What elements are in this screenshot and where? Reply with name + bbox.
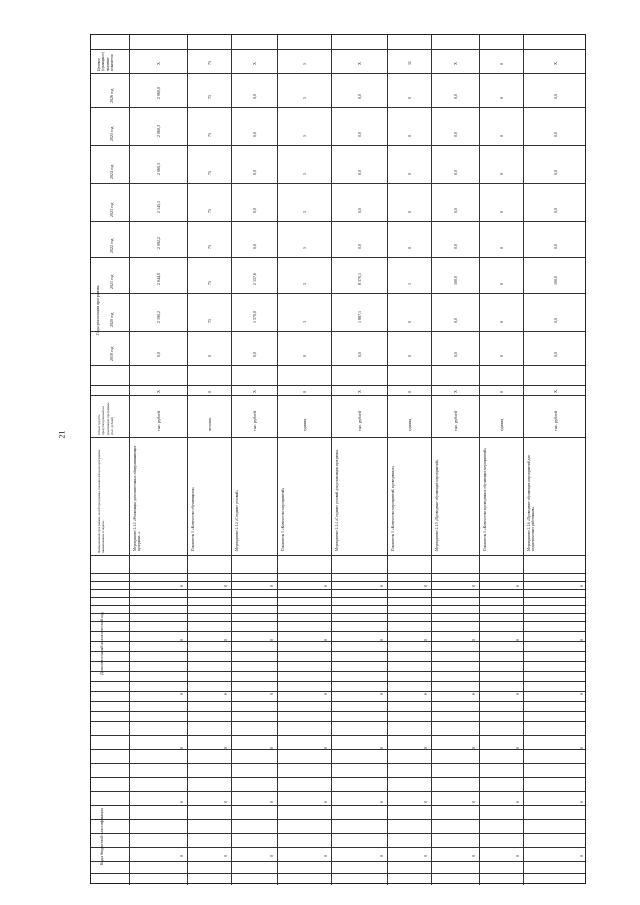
row-code-value: 0 xyxy=(269,747,274,749)
page-number: 21 xyxy=(57,430,67,439)
row-code-value: 0 xyxy=(379,639,384,641)
row-code-value: 0 xyxy=(269,585,274,587)
row-name: Мероприятие 2.1.5 «Проведение обучающих мероприятий» xyxy=(435,459,439,551)
budget-table xyxy=(90,34,586,884)
row-code-value: 0 xyxy=(379,855,384,857)
column-divider xyxy=(91,437,585,438)
row-target-value: X xyxy=(156,62,161,65)
row-total: 0 xyxy=(407,391,412,393)
row-year-value: 0,0 xyxy=(252,244,257,249)
column-divider xyxy=(91,701,585,702)
row-year-value: 0,0 xyxy=(553,94,558,99)
row-year-value: 2 145,1 xyxy=(156,201,161,213)
column-divider xyxy=(91,293,585,294)
row-target-value: X xyxy=(553,62,558,65)
row-code-value: 0 xyxy=(223,585,228,587)
row-year-value: 0,0 xyxy=(453,352,458,357)
row-code-value: 0 xyxy=(579,585,584,587)
column-divider xyxy=(91,735,585,736)
row-name: Мероприятие 2.1.6 «Проведение обучающих мероприятий для педагогических работников» xyxy=(527,455,536,551)
column-divider xyxy=(91,145,585,146)
row-code-value: 0 xyxy=(269,639,274,641)
row-year-value: 100,0 xyxy=(553,276,558,285)
row-year-value: 0,0 xyxy=(453,94,458,99)
row-year-value: 5 xyxy=(302,211,307,213)
row-code-value: 0 xyxy=(515,855,520,857)
row-year-value: 0,0 xyxy=(453,244,458,249)
column-divider xyxy=(91,331,585,332)
row-year-value: 0,0 xyxy=(357,170,362,175)
column-divider xyxy=(91,861,585,862)
row-total: 0 xyxy=(207,391,212,393)
row-year-value: 0,0 xyxy=(357,94,362,99)
total-header: Объем средств, предусмотренный на реализацию программы (тыс. рублей) xyxy=(97,402,115,435)
column-divider xyxy=(91,107,585,108)
column-divider xyxy=(91,613,585,614)
row-unit: тыс. рублей xyxy=(453,411,458,431)
row-total: X xyxy=(553,390,558,393)
row-total: X xyxy=(252,390,257,393)
row-name: Показатель 1 «Количество мероприятий» xyxy=(281,487,285,551)
row-year-value: 8 370,1 xyxy=(357,273,362,285)
row-year-value: 0 xyxy=(499,247,504,249)
year-header: 2025 год xyxy=(109,126,114,141)
row-year-value: 0,0 xyxy=(357,208,362,213)
row-total: 0 xyxy=(499,391,504,393)
column-divider xyxy=(91,873,585,874)
row-target-value: 0 xyxy=(499,63,504,65)
column-divider xyxy=(91,651,585,652)
column-divider xyxy=(91,847,585,848)
column-divider xyxy=(91,631,585,632)
row-code-value: 0 xyxy=(223,639,228,641)
row-code-value: 0 xyxy=(423,801,428,803)
row-code-value: 0 xyxy=(179,801,184,803)
year-header: 2019 год xyxy=(109,346,114,361)
row-code-value: 0 xyxy=(423,639,428,641)
column-divider xyxy=(91,749,585,750)
row-year-value: 2 060,3 xyxy=(156,125,161,137)
row-code-value: 0 xyxy=(179,855,184,857)
row-code-value: 0 xyxy=(223,801,228,803)
row-code-value: 0 xyxy=(515,693,520,695)
column-divider xyxy=(91,691,585,692)
row-year-value: 0 xyxy=(499,173,504,175)
column-divider xyxy=(91,763,585,764)
row-year-value: 0 xyxy=(499,135,504,137)
row-year-value: 2 060,3 xyxy=(156,163,161,175)
row-code-value: 0 xyxy=(379,747,384,749)
row-divider xyxy=(129,35,130,885)
column-divider xyxy=(91,597,585,598)
row-year-value: 0,0 xyxy=(252,132,257,137)
year-header: 2026 год xyxy=(109,88,114,103)
row-divider xyxy=(479,35,480,885)
row-code-value: 0 xyxy=(423,585,428,587)
row-year-value: 5 xyxy=(302,135,307,137)
row-name: Мероприятие 2.1.2 «Создание условий» xyxy=(235,489,239,551)
column-divider xyxy=(91,721,585,722)
row-code-value: 0 xyxy=(379,801,384,803)
column-divider xyxy=(91,221,585,222)
row-divider xyxy=(331,35,332,885)
row-code-value: 0 xyxy=(379,693,384,695)
column-divider xyxy=(91,73,585,74)
row-divider xyxy=(187,35,188,885)
row-total: X xyxy=(357,390,362,393)
row-year-value: 0 xyxy=(207,355,212,357)
years-group-header: Годы реализации программы xyxy=(95,285,100,335)
row-code-value: 0 xyxy=(579,639,584,641)
row-name: Показатель 1 «Количество проведенных обучающих мероприятий» xyxy=(483,447,487,551)
year-header: 2024 год xyxy=(109,164,114,179)
row-year-value: 0 xyxy=(407,211,412,213)
column-divider xyxy=(91,49,585,50)
row-year-value: 0 xyxy=(499,211,504,213)
row-code-value: 0 xyxy=(179,639,184,641)
row-code-value: 0 xyxy=(269,855,274,857)
row-unit: тыс. рублей xyxy=(156,411,161,431)
row-unit: человек xyxy=(207,417,212,431)
column-divider xyxy=(91,365,585,366)
row-year-value: 0,0 xyxy=(453,132,458,137)
row-code-value: 0 xyxy=(471,855,476,857)
row-target-value: X xyxy=(252,62,257,65)
row-year-value: 1 570,0 xyxy=(252,311,257,323)
row-year-value: 0 xyxy=(499,283,504,285)
row-name: Показатель 1 «Количество мероприятий, проведенных» xyxy=(391,465,395,551)
row-year-value: 0,0 xyxy=(553,208,558,213)
column-divider xyxy=(91,183,585,184)
row-code-value: 0 xyxy=(423,855,428,857)
row-year-value: 75 xyxy=(207,95,212,99)
year-header: 2020 год xyxy=(109,312,114,327)
row-year-value: 2 044,0 xyxy=(156,273,161,285)
row-year-value: 0 xyxy=(407,135,412,137)
row-code-value: 0 xyxy=(379,585,384,587)
row-target-value: X xyxy=(453,62,458,65)
row-year-value: 0,0 xyxy=(252,352,257,357)
row-code-value: 0 xyxy=(269,693,274,695)
row-year-value: 5 xyxy=(302,283,307,285)
row-year-value: 0 xyxy=(499,355,504,357)
row-code-value: 0 xyxy=(471,639,476,641)
row-year-value: 0,0 xyxy=(553,318,558,323)
row-code-value: 0 xyxy=(269,801,274,803)
row-year-value: 0,0 xyxy=(453,318,458,323)
row-code-value: 0 xyxy=(323,855,328,857)
row-name: Мероприятие 2.1.1 «Реализация дополнительных общеразвивающих программ...» xyxy=(133,445,142,551)
target-value-header: Целевое (суммарное) значение показателя xyxy=(97,52,115,71)
row-year-value: 5 xyxy=(302,247,307,249)
row-unit: тыс. рублей xyxy=(357,411,362,431)
row-year-value: 5 xyxy=(302,173,307,175)
row-year-value: 0 xyxy=(407,321,412,323)
row-year-value: 75 xyxy=(207,133,212,137)
column-divider xyxy=(91,833,585,834)
row-year-value: 0,0 xyxy=(453,208,458,213)
row-code-value: 0 xyxy=(515,747,520,749)
row-code-value: 0 xyxy=(471,585,476,587)
column-divider xyxy=(91,589,585,590)
column-divider xyxy=(91,805,585,806)
row-year-value: 3 xyxy=(302,321,307,323)
column-divider xyxy=(91,605,585,606)
row-code-value: 0 xyxy=(515,639,520,641)
row-year-value: 75 xyxy=(207,281,212,285)
row-year-value: 2 060,0 xyxy=(156,87,161,99)
row-code-value: 0 xyxy=(515,585,520,587)
row-unit: тыс. рублей xyxy=(252,411,257,431)
row-year-value: 0,0 xyxy=(252,94,257,99)
row-code-value: 0 xyxy=(323,801,328,803)
column-divider xyxy=(91,819,585,820)
row-year-value: 0 xyxy=(407,247,412,249)
row-year-value: 5 xyxy=(302,97,307,99)
row-year-value: 100,0 xyxy=(453,276,458,285)
row-year-value: 0,0 xyxy=(252,208,257,213)
row-year-value: 0,0 xyxy=(553,244,558,249)
column-divider xyxy=(91,681,585,682)
row-year-value: 0 xyxy=(407,355,412,357)
row-divider xyxy=(387,35,388,885)
column-divider xyxy=(91,395,585,396)
row-code-value: 0 xyxy=(471,801,476,803)
year-header: 2022 год xyxy=(109,238,114,253)
row-code-value: 0 xyxy=(179,747,184,749)
row-year-value: 1 xyxy=(407,283,412,285)
row-year-value: 2 190,2 xyxy=(156,311,161,323)
row-code-value: 0 xyxy=(515,801,520,803)
row-code-value: 0 xyxy=(223,855,228,857)
column-divider xyxy=(91,791,585,792)
row-name: Показатель 1 «Количество обучающихся» xyxy=(191,486,195,551)
column-divider xyxy=(91,621,585,622)
column-divider xyxy=(91,581,585,582)
year-header: 2021 год xyxy=(109,274,114,289)
row-code-value: 0 xyxy=(323,639,328,641)
year-header: 2023 год xyxy=(109,202,114,217)
row-year-value: 0,0 xyxy=(357,244,362,249)
row-year-value: 75 xyxy=(207,171,212,175)
row-code-value: 0 xyxy=(223,693,228,695)
row-year-value: 0,0 xyxy=(553,170,558,175)
row-year-value: 0 xyxy=(407,173,412,175)
row-year-value: 0,0 xyxy=(156,352,161,357)
row-year-value: 0 xyxy=(499,321,504,323)
row-target-value: X xyxy=(357,62,362,65)
row-code-value: 0 xyxy=(179,693,184,695)
row-total: 0 xyxy=(302,391,307,393)
row-code-value: 0 xyxy=(223,747,228,749)
row-unit: единиц xyxy=(499,418,504,431)
row-code-value: 0 xyxy=(323,585,328,587)
row-year-value: 0,0 xyxy=(553,132,558,137)
column-divider xyxy=(91,555,585,556)
row-code-value: 0 xyxy=(579,855,584,857)
row-code-value: 0 xyxy=(579,801,584,803)
row-total: X xyxy=(156,390,161,393)
row-unit: единиц xyxy=(302,418,307,431)
row-year-value: 0 xyxy=(302,355,307,357)
row-year-value: 75 xyxy=(207,209,212,213)
row-year-value: 2 092,2 xyxy=(156,237,161,249)
row-divider xyxy=(231,35,232,885)
row-code-value: 0 xyxy=(423,747,428,749)
row-code-value: 0 xyxy=(579,693,584,695)
row-name: Мероприятие 2.1.4 «Создание условий для реализации программ» xyxy=(335,449,339,551)
row-code-value: 0 xyxy=(471,747,476,749)
column-divider xyxy=(91,671,585,672)
row-year-value: 0 xyxy=(499,97,504,99)
name-header: Наименование программы, целей программы, показателей цели программы, наименование и задачи... xyxy=(97,449,106,553)
row-year-value: 0,0 xyxy=(453,170,458,175)
row-code-value: 0 xyxy=(323,747,328,749)
row-target-value: 5 xyxy=(302,63,307,65)
row-year-value: 1 887,1 xyxy=(357,311,362,323)
row-year-value: 0,0 xyxy=(553,352,558,357)
column-divider xyxy=(91,385,585,386)
row-divider xyxy=(277,35,278,885)
row-year-value: 75 xyxy=(207,245,212,249)
row-divider xyxy=(523,35,524,885)
row-year-value: 0 xyxy=(407,97,412,99)
column-divider xyxy=(91,777,585,778)
row-year-value: 0,0 xyxy=(252,170,257,175)
row-year-value: 0,0 xyxy=(357,132,362,137)
row-target-value: 75 xyxy=(207,61,212,65)
row-target-value: 11 xyxy=(407,61,412,65)
row-unit: тыс. рублей xyxy=(553,411,558,431)
column-divider xyxy=(91,257,585,258)
row-divider xyxy=(431,35,432,885)
row-code-value: 0 xyxy=(471,693,476,695)
row-year-value: 75 xyxy=(207,319,212,323)
column-divider xyxy=(91,641,585,642)
row-total: X xyxy=(453,390,458,393)
row-year-value: 0,0 xyxy=(357,352,362,357)
row-code-value: 0 xyxy=(579,747,584,749)
row-code-value: 0 xyxy=(179,585,184,587)
column-divider xyxy=(91,661,585,662)
column-divider xyxy=(91,711,585,712)
row-code-value: 0 xyxy=(323,693,328,695)
budget-codes-header: Коды бюджетной классификации xyxy=(99,808,104,865)
row-year-value: 2 157,6 xyxy=(252,273,257,285)
analytic-code-header: Дополнительный аналитический код xyxy=(99,612,104,675)
row-code-value: 0 xyxy=(423,693,428,695)
column-divider xyxy=(91,573,585,574)
row-unit: единиц xyxy=(407,418,412,431)
